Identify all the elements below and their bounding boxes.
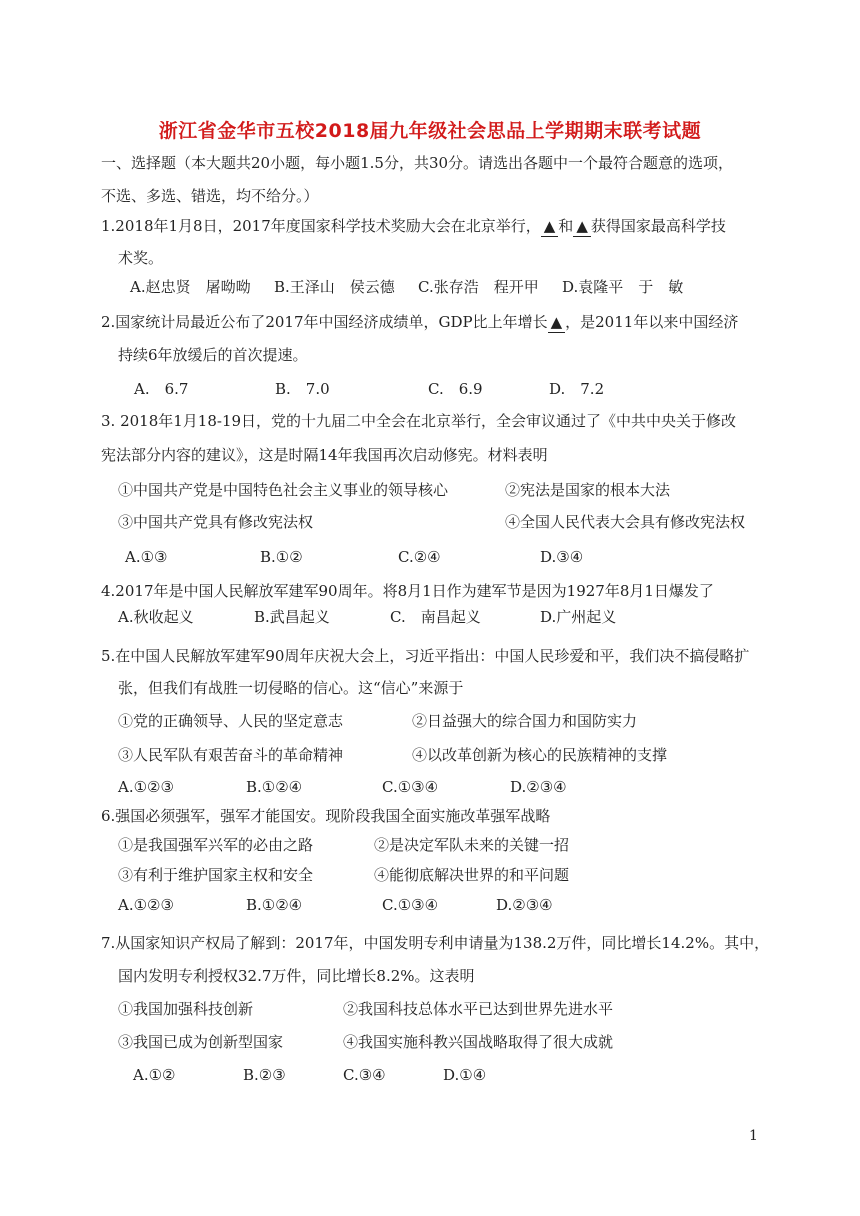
q6-item-3: ③有利于维护国家主权和安全 [118,866,314,884]
q6-item-1: ①是我国强军兴军的必由之路 [118,836,314,854]
q6-option-b: B.①②④ [246,896,303,914]
q1-option-b: B.王泽山 侯云德 [274,278,395,296]
q2-option-a: A. 6.7 [134,380,189,398]
q7-option-c: C.③④ [343,1066,386,1084]
q7-stem-line2: 国内发明专利授权32.7万件，同比增长8.2%。这表明 [118,967,475,985]
q6-item-2: ②是决定军队未来的关键一招 [374,836,570,854]
q7-option-a: A.①② [133,1066,176,1084]
q3-item-1: ①中国共产党是中国特色社会主义事业的领导核心 [118,481,449,499]
q6-option-c: C.①③④ [382,896,439,914]
q3-option-a: A.①③ [125,548,168,566]
q2-stem: 2.国家统计局最近公布了2017年中国经济成绩单，GDP比上年增长 ▲ ，是2011年以来中国经济 [101,313,739,331]
answer-blank: ▲ [541,216,559,237]
q4-option-d: D.广州起义 [540,608,617,626]
q3-stem-line2: 宪法部分内容的建议》，这是时隔14年我国再次启动修宪。材料表明 [101,446,548,464]
q5-item-3: ③人民军队有艰苦奋斗的革命精神 [118,746,344,764]
q1-option-a: A.赵忠贤 屠呦呦 [130,278,251,296]
q1-stem: 1.2018年1月8日，2017年度国家科学技术奖励大会在北京举行， ▲ 和 ▲ 获得国家最高科学技 [101,217,726,235]
q7-item-3: ③我国已成为创新型国家 [118,1033,284,1051]
q5-option-a: A.①②③ [118,778,174,796]
q5-stem-line2: 张，但我们有战胜一切侵略的信心。这“信心”来源于 [118,679,464,697]
q7-option-d: D.①④ [443,1066,487,1084]
q6-option-d: D.②③④ [496,896,553,914]
answer-blank: ▲ [573,216,591,237]
q2-option-c: C. 6.9 [428,380,483,398]
q3-option-d: D.③④ [540,548,584,566]
q5-item-2: ②日益强大的综合国力和国防实力 [412,712,638,730]
page-title: 浙江省金华市五校2018届九年级社会思品上学期期末联考试题 [158,120,702,142]
q2-option-d: D. 7.2 [549,380,605,398]
q5-stem-line1: 5.在中国人民解放军建军90周年庆祝大会上，习近平指出：中国人民珍爱和平，我们决不搞侵略扩 [101,647,750,665]
q1-option-c: C.张存浩 程开甲 [418,278,539,296]
q7-item-2: ②我国科技总体水平已达到世界先进水平 [343,1000,614,1018]
q3-item-4: ④全国人民代表大会具有修改宪法权 [505,513,746,531]
section-instructions-line1: 一、选择题（本大题共20小题，每小题1.5分，共30分。请选出各题中一个最符合题意的选项， [101,154,734,172]
q3-option-c: C.②④ [398,548,441,566]
q5-item-4: ④以改革创新为核心的民族精神的支撑 [412,746,668,764]
q3-item-2: ②宪法是国家的根本大法 [505,481,671,499]
q7-item-1: ①我国加强科技创新 [118,1000,254,1018]
q7-stem-line1: 7.从国家知识产权局了解到：2017年，中国发明专利申请量为138.2万件，同比增长14.2%。其中， [101,934,770,952]
q4-option-b: B.武昌起义 [254,608,330,626]
q2-stem-line2: 持续6年放缓后的首次提速。 [118,346,308,364]
q3-item-3: ③中国共产党具有修改宪法权 [118,513,314,531]
q4-option-a: A.秋收起义 [118,608,194,626]
q3-option-b: B.①② [260,548,303,566]
q7-item-4: ④我国实施科教兴国战略取得了很大成就 [343,1033,614,1051]
q4-stem: 4.2017年是中国人民解放军建军90周年。将8月1日作为建军节是因为1927年8月1日爆发了 [101,582,714,600]
q6-option-a: A.①②③ [118,896,174,914]
q7-option-b: B.②③ [243,1066,286,1084]
q5-option-c: C.①③④ [382,778,439,796]
page-number: 1 [749,1128,758,1144]
q5-option-d: D.②③④ [510,778,567,796]
q6-stem: 6.强国必须强军，强军才能国安。现阶段我国全面实施改革强军战略 [101,807,551,825]
q1-option-d: D.袁隆平 于 敏 [562,278,684,296]
q5-item-1: ①党的正确领导、人民的坚定意志 [118,712,344,730]
q4-option-c: C. 南昌起义 [390,608,481,626]
answer-blank: ▲ [548,312,566,333]
q3-stem-line1: 3. 2018年1月18-19日，党的十九届二中全会在北京举行，全会审议通过了《中共中央关于修改 [101,412,737,430]
q1-stem-line2: 术奖。 [118,249,164,267]
q2-option-b: B. 7.0 [275,380,330,398]
q6-item-4: ④能彻底解决世界的和平问题 [374,866,570,884]
q5-option-b: B.①②④ [246,778,303,796]
section-instructions-line2: 不选、多选、错选，均不给分。） [101,187,319,205]
